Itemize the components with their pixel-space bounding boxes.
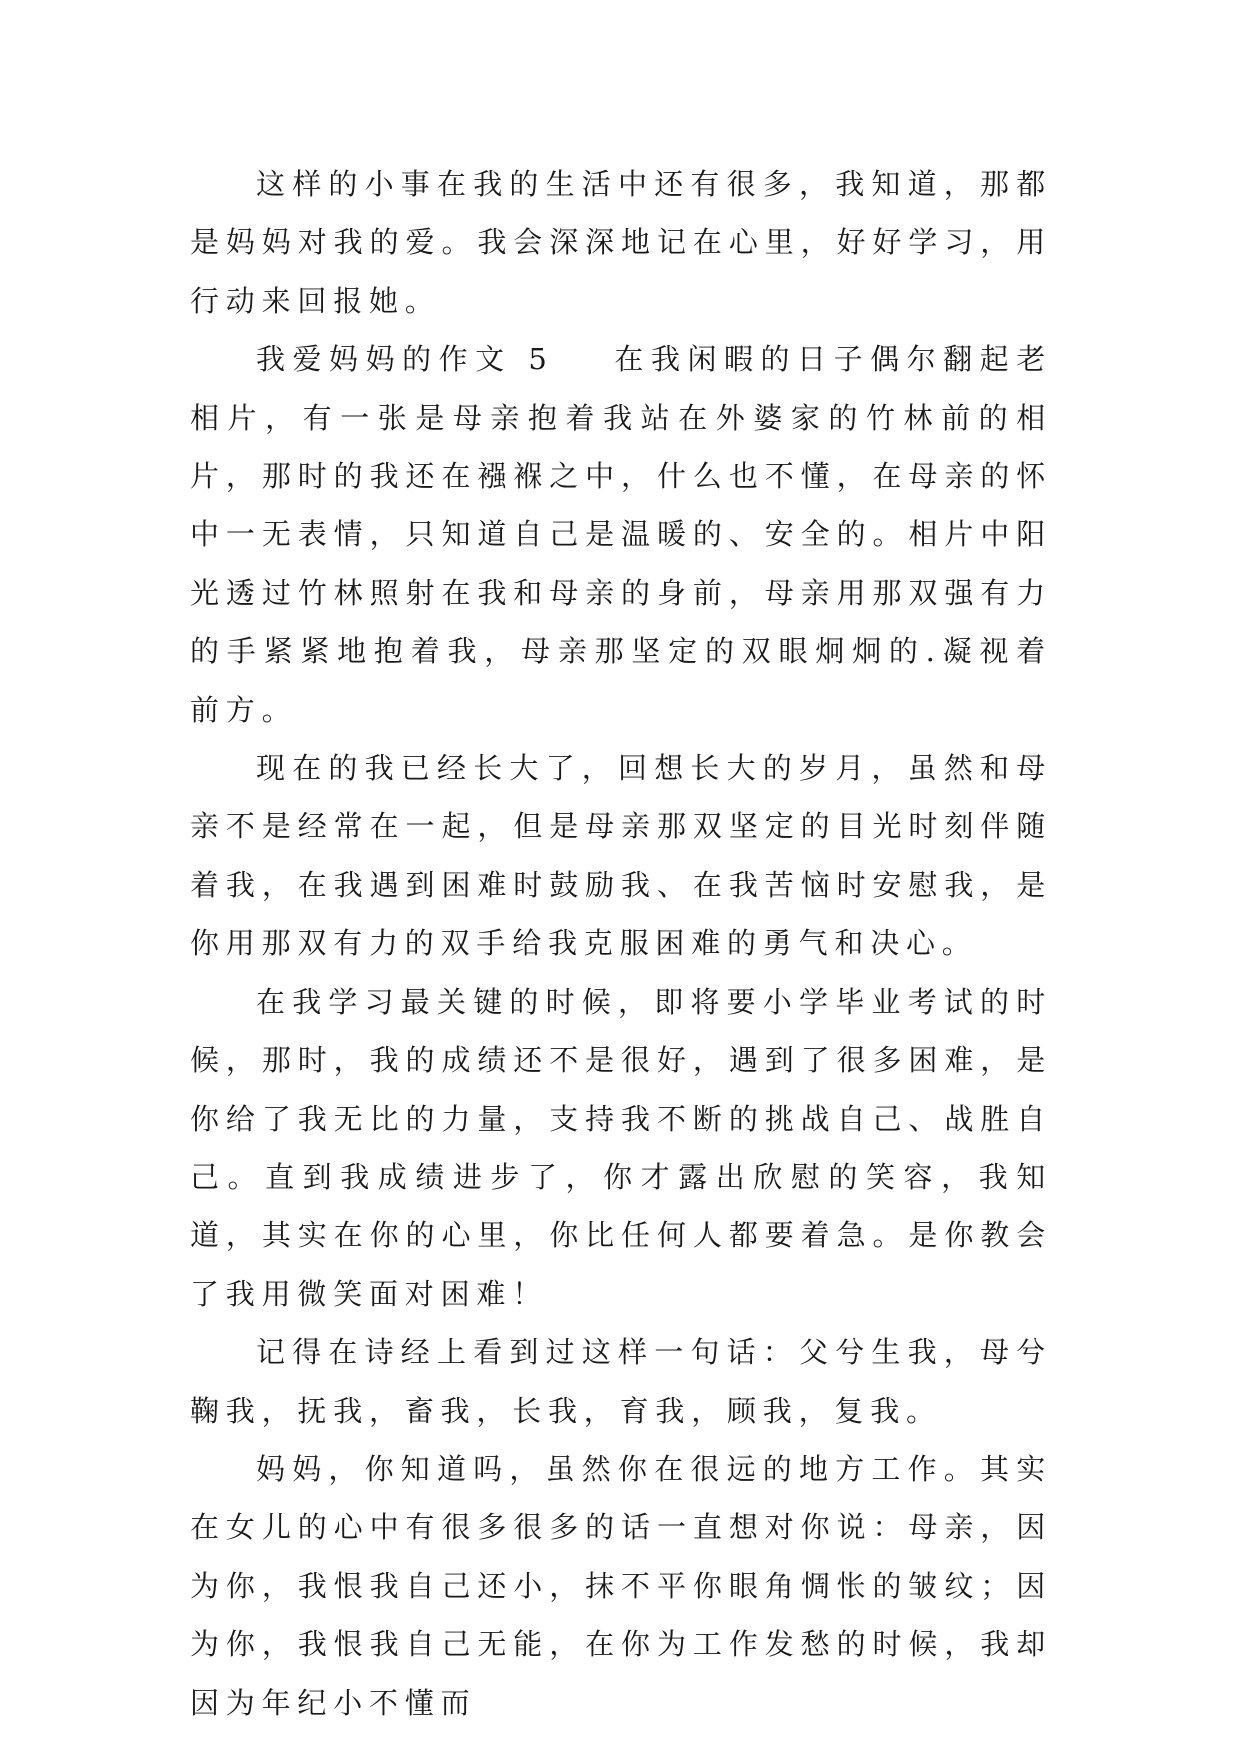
paragraph: 记得在诗经上看到过这样一句话：父兮生我，母兮鞠我，抚我，畜我，长我，育我，顾我，复我。 (190, 1335, 1052, 1428)
paragraph: 妈妈，你知道吗，虽然你在很远的地方工作。其实在女儿的心中有很多很多的话一直想对你说：母亲，因为你，我恨我自己还小，抹不平你眼角惆怅的皱纹；因为你，我恨我自己无能，在你为工作发愁的时候，我却因为年纪小不懂而 (190, 1451, 1052, 1720)
paragraph: 这样的小事在我的生活中还有很多，我知道，那都是妈妈对我的爱。我会深深地记在心里，好好学习，用行动来回报她。 (190, 167, 1052, 318)
paragraph: 在我学习最关键的时候，即将要小学毕业考试的时候，那时，我的成绩还不是很好，遇到了很多困难，是你给了我无比的力量，支持我不断的挑战自己、战胜自己。直到我成绩进步了，你才露出欣慰的笑容，我知道，其实在你的心里，你比任何人都要着急。是你教会了我用微笑面对困难！ (190, 984, 1052, 1311)
paragraph: 现在的我已经长大了，回想长大的岁月，虽然和母亲不是经常在一起，但是母亲那双坚定的目光时刻伴随着我，在我遇到困难时鼓励我、在我苦恼时安慰我，是你用那双有力的双手给我克服困难的勇气和决心。 (190, 751, 1052, 961)
section-paragraph (190, 330, 1052, 739)
essay-body (190, 155, 1052, 1732)
essay-heading: 我爱妈妈的作文 5 (256, 342, 554, 377)
section-text: 在我闲暇的日子偶尔翻起老相片，有一张是母亲抱着我站在外婆家的竹林前的相片，那时的我还在襁褓之中，什么也不懂，在母亲的怀中一无表情，只知道自己是温暖的、安全的。相片中阳光透过竹林照射在我和母亲的身前，母亲用那双强有力的手紧紧地抱着我，母亲那坚定的双眼炯炯的.凝视着前方。 (190, 342, 1052, 727)
